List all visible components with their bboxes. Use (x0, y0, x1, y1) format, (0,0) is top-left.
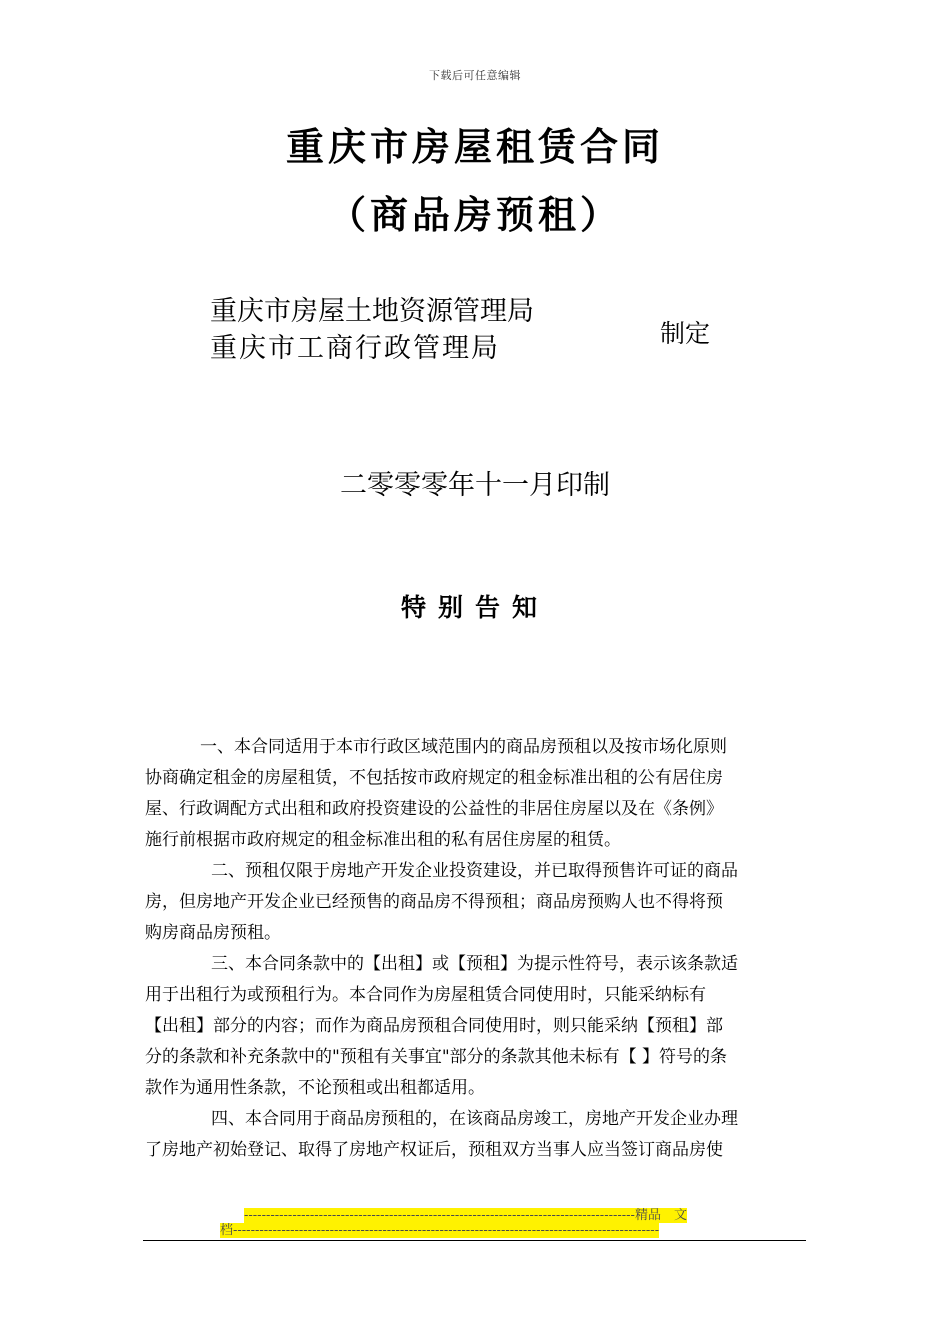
paragraph-line: 购房商品房预租。 (145, 923, 281, 943)
issuer-suffix: 制定 (660, 319, 711, 348)
document-subtitle: （商品房预租） (327, 193, 622, 237)
footer-watermark-line (220, 1223, 735, 1238)
issuing-authorities (210, 293, 534, 367)
paragraph-line: 【出租】部分的内容；而作为商品房预租合同使用时，则只能采纳【预租】部 (145, 1016, 723, 1036)
footer-watermark-line (220, 1208, 735, 1223)
paragraph-line: 三、本合同条款中的【出租】或【预租】为提示性符号，表示该条款适 (211, 954, 738, 974)
notice-paragraph-2 (145, 856, 810, 949)
paragraph-line: 协商确定租金的房屋租赁，不包括按市政府规定的租金标准出租的公有居住房 (145, 768, 723, 788)
paragraph-line: 二、预租仅限于房地产开发企业投资建设，并已取得预售许可证的商品 (211, 861, 738, 881)
paragraph-line: 房，但房地产开发企业已经预售的商品房不得预租；商品房预购人也不得将预 (145, 892, 723, 912)
page-header-note: 下载后可任意编辑 (429, 69, 521, 82)
footer-highlight: 档------------------------------------------------------------------------------------------------- (220, 1223, 660, 1238)
paragraph-line: 分的条款和补充条款中的"预租有关事宜"部分的条款其他未标有【 】符号的条 (145, 1047, 728, 1067)
footer-highlight: -----------------------------------------------------------------------------------------精品 文 (244, 1208, 687, 1223)
notice-heading: 特别告知 (400, 593, 549, 622)
footer-divider (143, 1240, 806, 1241)
paragraph-line: 施行前根据市政府规定的租金标准出租的私有居住房屋的租赁。 (145, 830, 621, 850)
issuer-commerce-bureau: 重庆市工商行政管理局 (210, 333, 500, 364)
footer-watermark (220, 1208, 735, 1238)
paragraph-line: 四、本合同用于商品房预租的，在该商品房竣工，房地产开发企业办理 (211, 1109, 738, 1129)
paragraph-line: 屋、行政调配方式出租和政府投资建设的公益性的非居住房屋以及在《条例》 (145, 799, 723, 819)
print-date: 二零零零年十一月印制 (340, 470, 610, 501)
notice-body (145, 732, 810, 1166)
notice-paragraph-3 (145, 949, 810, 1104)
notice-paragraph-1 (145, 732, 810, 856)
issuer-housing-bureau: 重庆市房屋土地资源管理局 (210, 296, 534, 327)
document-title: 重庆市房屋租赁合同 (285, 125, 664, 169)
paragraph-line: 了房地产初始登记、取得了房地产权证后，预租双方当事人应当签订商品房使 (145, 1140, 723, 1160)
paragraph-line: 款作为通用性条款，不论预租或出租都适用。 (145, 1078, 485, 1098)
paragraph-line: 一、本合同适用于本市行政区域范围内的商品房预租以及按市场化原则 (200, 737, 727, 757)
notice-paragraph-4 (145, 1104, 810, 1166)
paragraph-line: 用于出租行为或预租行为。本合同作为房屋租赁合同使用时，只能采纳标有 (145, 985, 706, 1005)
